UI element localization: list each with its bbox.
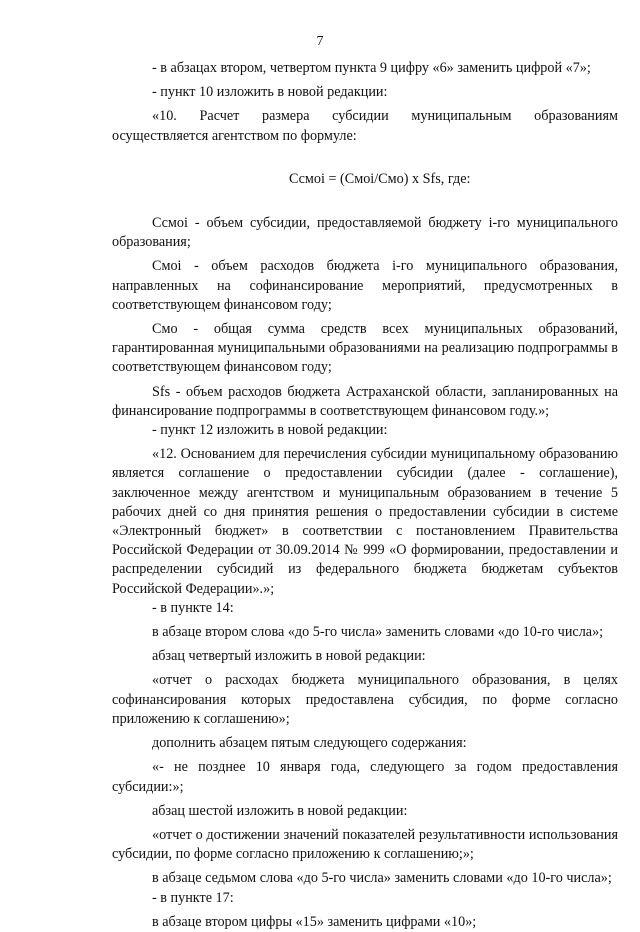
- paragraph-def-smo: Смо - общая сумма средств всех муниципальных образований, гарантированная муниципальными образованиями на реализацию подпрограммы в соответствующем финансовом году;: [112, 321, 618, 376]
- paragraph-item14-para7: в абзаце седьмом слова «до 5-го числа» заменить словами «до 10-го числа»;: [152, 870, 612, 887]
- paragraph-item14-para6-text: «отчет о достижении значений показателей результативности использования субсидии, по форме согласно приложению к соглашению;»;: [112, 826, 618, 863]
- paragraph-def-ssmoi: Ссмоі - объем субсидии, предоставляемой бюджету і-го муниципального образования;: [112, 215, 618, 251]
- document-body: [112, 59, 618, 932]
- paragraph-item17-intro: - в пункте 17:: [152, 889, 234, 906]
- paragraph-item14-para4-intro: абзац четвертый изложить в новой редакции:: [152, 648, 426, 665]
- paragraph-item14-para2: в абзаце втором слова «до 5-го числа» заменить словами «до 10-го числа»;: [152, 624, 604, 641]
- paragraph-item12-intro: - пункт 12 изложить в новой редакции:: [152, 422, 388, 439]
- subsidy-formula: Ссмоі = (Смоі/Смо) x Sfs, где:: [289, 170, 471, 187]
- paragraph-def-smoi: Смоі - объем расходов бюджета і-го муниципального образования, направленных на софинансирование мероприятий, предусмотренных в соответствующем финансовом году;: [112, 258, 618, 313]
- paragraph-item10-intro: - пункт 10 изложить в новой редакции:: [152, 84, 388, 101]
- page-number: 7: [316, 34, 324, 49]
- paragraph-item10-text: «10. Расчет размера субсидии муниципальным образованиям осуществляется агентством по формуле:: [112, 108, 618, 144]
- paragraph-def-sfs: Sfs - объем расходов бюджета Астраханской области, запланированных на финансирование подпрограммы в соответствующем финансовом году.»;: [112, 383, 618, 419]
- paragraph-item9-amend: - в абзацах втором, четвертом пункта 9 цифру «6» заменить цифрой «7»;: [152, 60, 591, 76]
- paragraph-item14-para5-intro: дополнить абзацем пятым следующего содержания:: [152, 735, 467, 752]
- paragraph-item17-para2: в абзаце втором цифры «15» заменить цифрами «10»;: [152, 913, 477, 930]
- paragraph-item14-para5-text: «- не позднее 10 января года, следующего за годом предоставления субсидии:»;: [112, 759, 618, 795]
- paragraph-item14-para4-text: «отчет о расходах бюджета муниципального образования, в целях софинансирования которых предоставлена субсидия, по форме согласно приложению к соглашению»;: [112, 672, 618, 727]
- paragraph-item12-text: «12. Основанием для перечисления субсидии муниципальному образованию является соглашение о предоставлении субсидии (далее - соглашение), заключенное между агентством и муниципальным образованием в течение 5 рабочих дней со дня принятия решения о предоставлении субсидии в системе «Электронный бюджет» в соответствии с постановлением Правительства Российской Федерации от 30.09.2014 № 999 «О формировании, предоставлении и распределении субсидий из федерального бюджета бюджетам субъектов Российской Федерации».»;: [112, 446, 618, 597]
- paragraph-item14-para6-intro: абзац шестой изложить в новой редакции:: [152, 802, 408, 819]
- paragraph-item14-intro: - в пункте 14:: [152, 599, 234, 616]
